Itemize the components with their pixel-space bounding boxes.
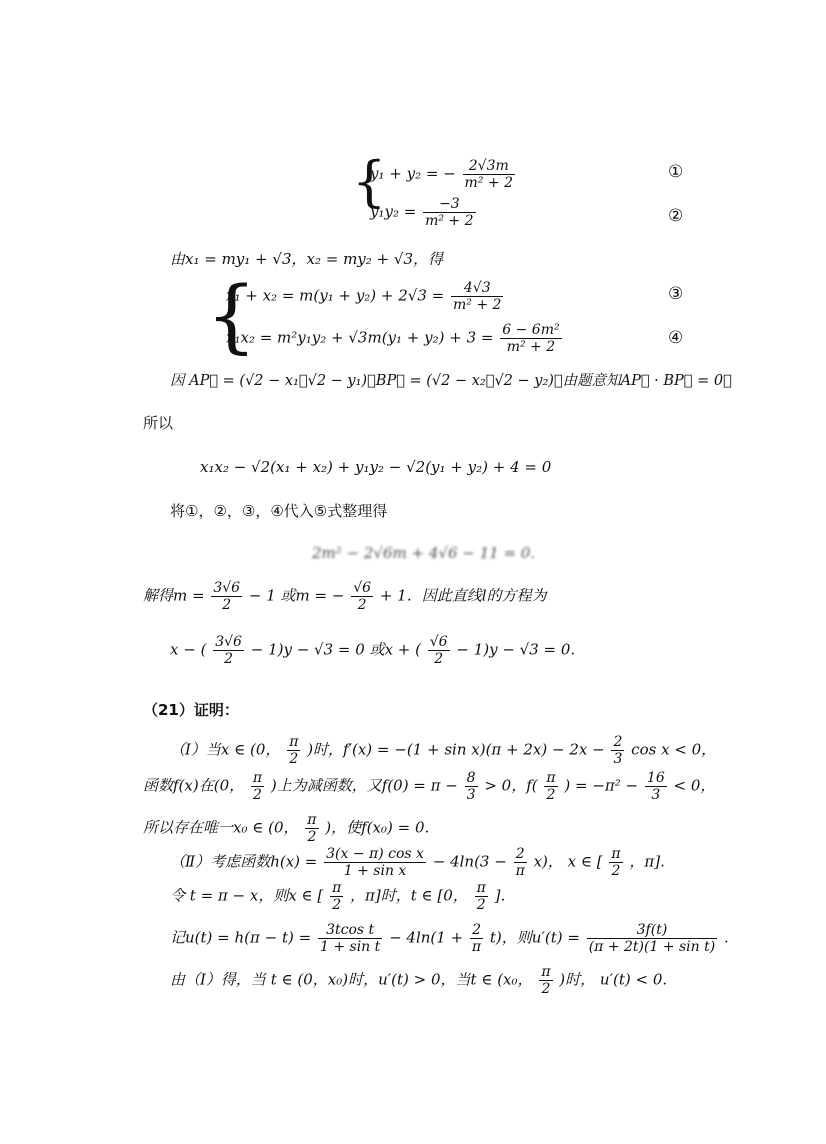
proof-part2-line3: 记u(t) = h(π − t) = $\frac{\text{3tcos t}}{\text{1 + sin t}}$ − 4ln(1 + $\frac{2}{\pi}$ t)，则u′(t) = $\frac{3f(t)}{\text{(π + 2t)(1 + sin t)}}$ . (170, 922, 729, 956)
so-line: 所以 (143, 414, 174, 432)
left-brace-2: { (206, 269, 257, 362)
solve-line: 解得m = $\frac{3√6}{2}$ − 1 或m = − $\frac{√6}{2}$ + 1．因此直线l的方程为 (143, 580, 547, 614)
system2-eq3: x₁ + x₂ = m(y₁ + y₂) + 2√3 = $\frac{4√3}{\text{m² + 2}}$ (226, 280, 502, 314)
circled-2: ② (668, 206, 684, 226)
substitute-line: 将①，②，③，④代入⑤式整理得 (170, 502, 388, 520)
left-brace-1: { (352, 150, 387, 213)
proof-part1-line2: 函数f(x)在(0， $\frac{\pi}{2}$ )上为减函数，又f(0) = π − $\frac{8}{3}$ > 0，f( $\frac{\pi}{2}$ ) = −π² − $\frac{16}{3}$ < 0， (143, 770, 716, 804)
proof-part1-line3: 所以存在唯一x₀ ∈ (0， $\frac{\pi}{2}$ )，使f(x₀) = 0. (143, 812, 430, 846)
system1-eq2: y₁y₂ = $\frac{-3}{\text{m² + 2}}$ (370, 196, 474, 230)
equation-5: x₁x₂ − √2(x₁ + x₂) + y₁y₂ − √2(y₁ + y₂) + 4 = 0 (200, 458, 552, 476)
line-equation: x − ( $\frac{3√6}{2}$ − 1)y − √3 = 0 或x + ( $\frac{√6}{2}$ − 1)y − √3 = 0. (170, 634, 576, 668)
proof-part2-line4: 由（Ⅰ）得，当 t ∈ (0，x₀)时，u′(t) > 0，当t ∈ (x₀， $\frac{\pi}{2}$ )时， u′(t) < 0. (170, 964, 668, 998)
system1-eq1: y₁ + y₂ = − $\frac{2√3m}{\text{m² + 2}}$ (370, 158, 513, 192)
question-21-heading: （21）证明： (143, 701, 239, 719)
circled-4: ④ (668, 328, 684, 348)
from-x-line: 由x₁ = my₁ + √3，x₂ = my₂ + √3，得 (170, 250, 443, 268)
circled-3: ③ (668, 284, 684, 304)
quadratic-equation: 2m² − 2√6m + 4√6 − 11 = 0. (312, 544, 536, 562)
circled-1: ① (668, 162, 684, 182)
system2-eq4: x₁x₂ = m²y₁y₂ + √3m(y₁ + y₂) + 3 = $\frac{\text{6 − 6m²}}{\text{m² + 2}}$ (226, 322, 560, 356)
vectors-line: 因 AP⃗ = (√2 − x₁，√2 − y₁)，BP⃗ = (√2 − x₂，√2 − y₂)，由题意知AP⃗ · BP⃗ = 0， (170, 373, 732, 389)
proof-part2-line1: （Ⅱ）考虑函数h(x) = $\frac{\text{3(x − π) cos x}}{\text{1 + sin x}}$ − 4ln(3 − $\frac{2}{\pi}$ x)， x ∈ [ $\frac{\pi}{2}$ ，π]. (170, 846, 665, 880)
proof-part2-line2: 令 t = π − x，则x ∈ [ $\frac{\pi}{2}$ ，π]时，t ∈ [0， $\frac{\pi}{2}$ ]． (170, 880, 516, 914)
proof-part1-line1: （Ⅰ）当x ∈ (0， $\frac{\pi}{2}$ )时，f′(x) = −(1 + sin x)(π + 2x) − 2x − $\frac{2}{3}$ cos x < 0， (170, 734, 717, 768)
